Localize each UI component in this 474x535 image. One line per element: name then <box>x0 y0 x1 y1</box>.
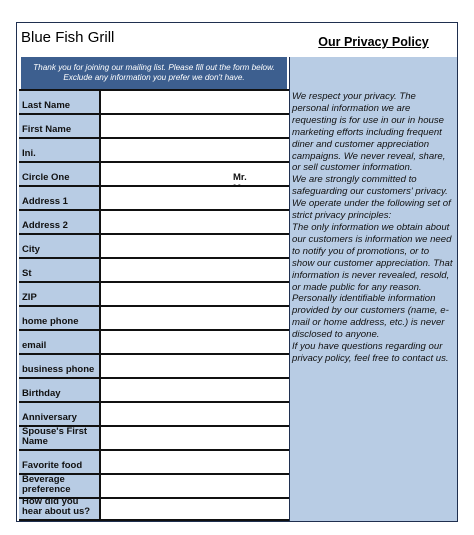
referral-field[interactable] <box>101 499 289 519</box>
zip-field[interactable] <box>101 283 289 305</box>
title-choice-field <box>101 163 289 185</box>
field-label: Address 1 <box>19 187 101 209</box>
last-name-field[interactable] <box>101 91 289 113</box>
form-row-business-phone <box>19 353 289 377</box>
privacy-policy-text <box>292 91 454 365</box>
initial-field[interactable] <box>101 139 289 161</box>
form-row-first-name <box>19 113 289 137</box>
form-row-address-2 <box>19 209 289 233</box>
field-label: Beverage preference <box>19 475 101 497</box>
form-row-last-name <box>19 89 289 113</box>
form-row-referral <box>19 497 289 521</box>
banner-line-2: Exclude any information you prefer we don't have. <box>63 73 245 82</box>
field-label: Ini. <box>19 139 101 161</box>
field-label: St <box>19 259 101 281</box>
field-label: ZIP <box>19 283 101 305</box>
field-label: email <box>19 331 101 353</box>
form-row-birthday <box>19 377 289 401</box>
address-2-field[interactable] <box>101 211 289 233</box>
form-row-state <box>19 257 289 281</box>
favorite-food-field[interactable] <box>101 451 289 473</box>
policy-paragraph: We respect your privacy. The personal information we are requesting is for use in our in house marketing efforts including frequent diner and customer appreciation campaigns. We never reveal, share, or sell customer information. <box>292 91 446 174</box>
policy-paragraph: Personally identifiable information provided by our customers (name, e-mail or home address, etc.) is never disclosed to anyone. <box>292 293 449 341</box>
form-fields <box>19 89 289 521</box>
field-label: Spouse's First Name <box>19 427 101 449</box>
policy-paragraph: We are strongly committed to safeguarding our customers' privacy. We operate under the following set of strict privacy principles: <box>292 174 451 222</box>
state-field[interactable] <box>101 259 289 281</box>
field-label: Birthday <box>19 379 101 401</box>
field-label: Address 2 <box>19 211 101 233</box>
privacy-policy-panel <box>289 35 457 521</box>
field-label: business phone <box>19 355 101 377</box>
policy-paragraph: The only information we obtain about our customers is information we need to notify you of promotions, or to show our customer appreciation. That information is never revealed, resold, or made public for any reason. <box>292 221 453 293</box>
form-instructions-banner <box>21 57 287 91</box>
signup-form <box>17 23 289 521</box>
field-label: Circle One <box>19 163 101 185</box>
form-row-city <box>19 233 289 257</box>
field-label: Anniversary <box>19 403 101 425</box>
birthday-field[interactable] <box>101 379 289 401</box>
form-row-initial <box>19 137 289 161</box>
business-phone-field[interactable] <box>101 355 289 377</box>
form-row-email <box>19 329 289 353</box>
field-label: How did you hear about us? <box>19 499 101 519</box>
anniversary-field[interactable] <box>101 403 289 425</box>
field-label: Last Name <box>19 91 101 113</box>
field-label: home phone <box>19 307 101 329</box>
form-row-anniversary <box>19 401 289 425</box>
field-label: First Name <box>19 115 101 137</box>
form-row-circle-one <box>19 161 289 185</box>
field-label: Favorite food <box>19 451 101 473</box>
policy-paragraph: If you have questions regarding our privacy policy, feel free to contact us. <box>292 341 449 364</box>
beverage-field[interactable] <box>101 475 289 497</box>
email-field[interactable] <box>101 331 289 353</box>
form-row-beverage <box>19 473 289 497</box>
form-row-zip <box>19 281 289 305</box>
mailing-list-sheet <box>16 22 458 522</box>
field-label: City <box>19 235 101 257</box>
page-title: Blue Fish Grill <box>21 29 115 46</box>
option-mr[interactable]: Mr. <box>233 172 247 183</box>
form-row-home-phone <box>19 305 289 329</box>
privacy-policy-title: Our Privacy Policy <box>318 35 429 49</box>
home-phone-field[interactable] <box>101 307 289 329</box>
form-row-spouse-name <box>19 425 289 449</box>
first-name-field[interactable] <box>101 115 289 137</box>
banner-line-1: Thank you for joining our mailing list. Please fill out the form below. <box>33 63 275 72</box>
city-field[interactable] <box>101 235 289 257</box>
form-row-address-1 <box>19 185 289 209</box>
spouse-name-field[interactable] <box>101 427 289 449</box>
address-1-field[interactable] <box>101 187 289 209</box>
form-row-favorite-food <box>19 449 289 473</box>
